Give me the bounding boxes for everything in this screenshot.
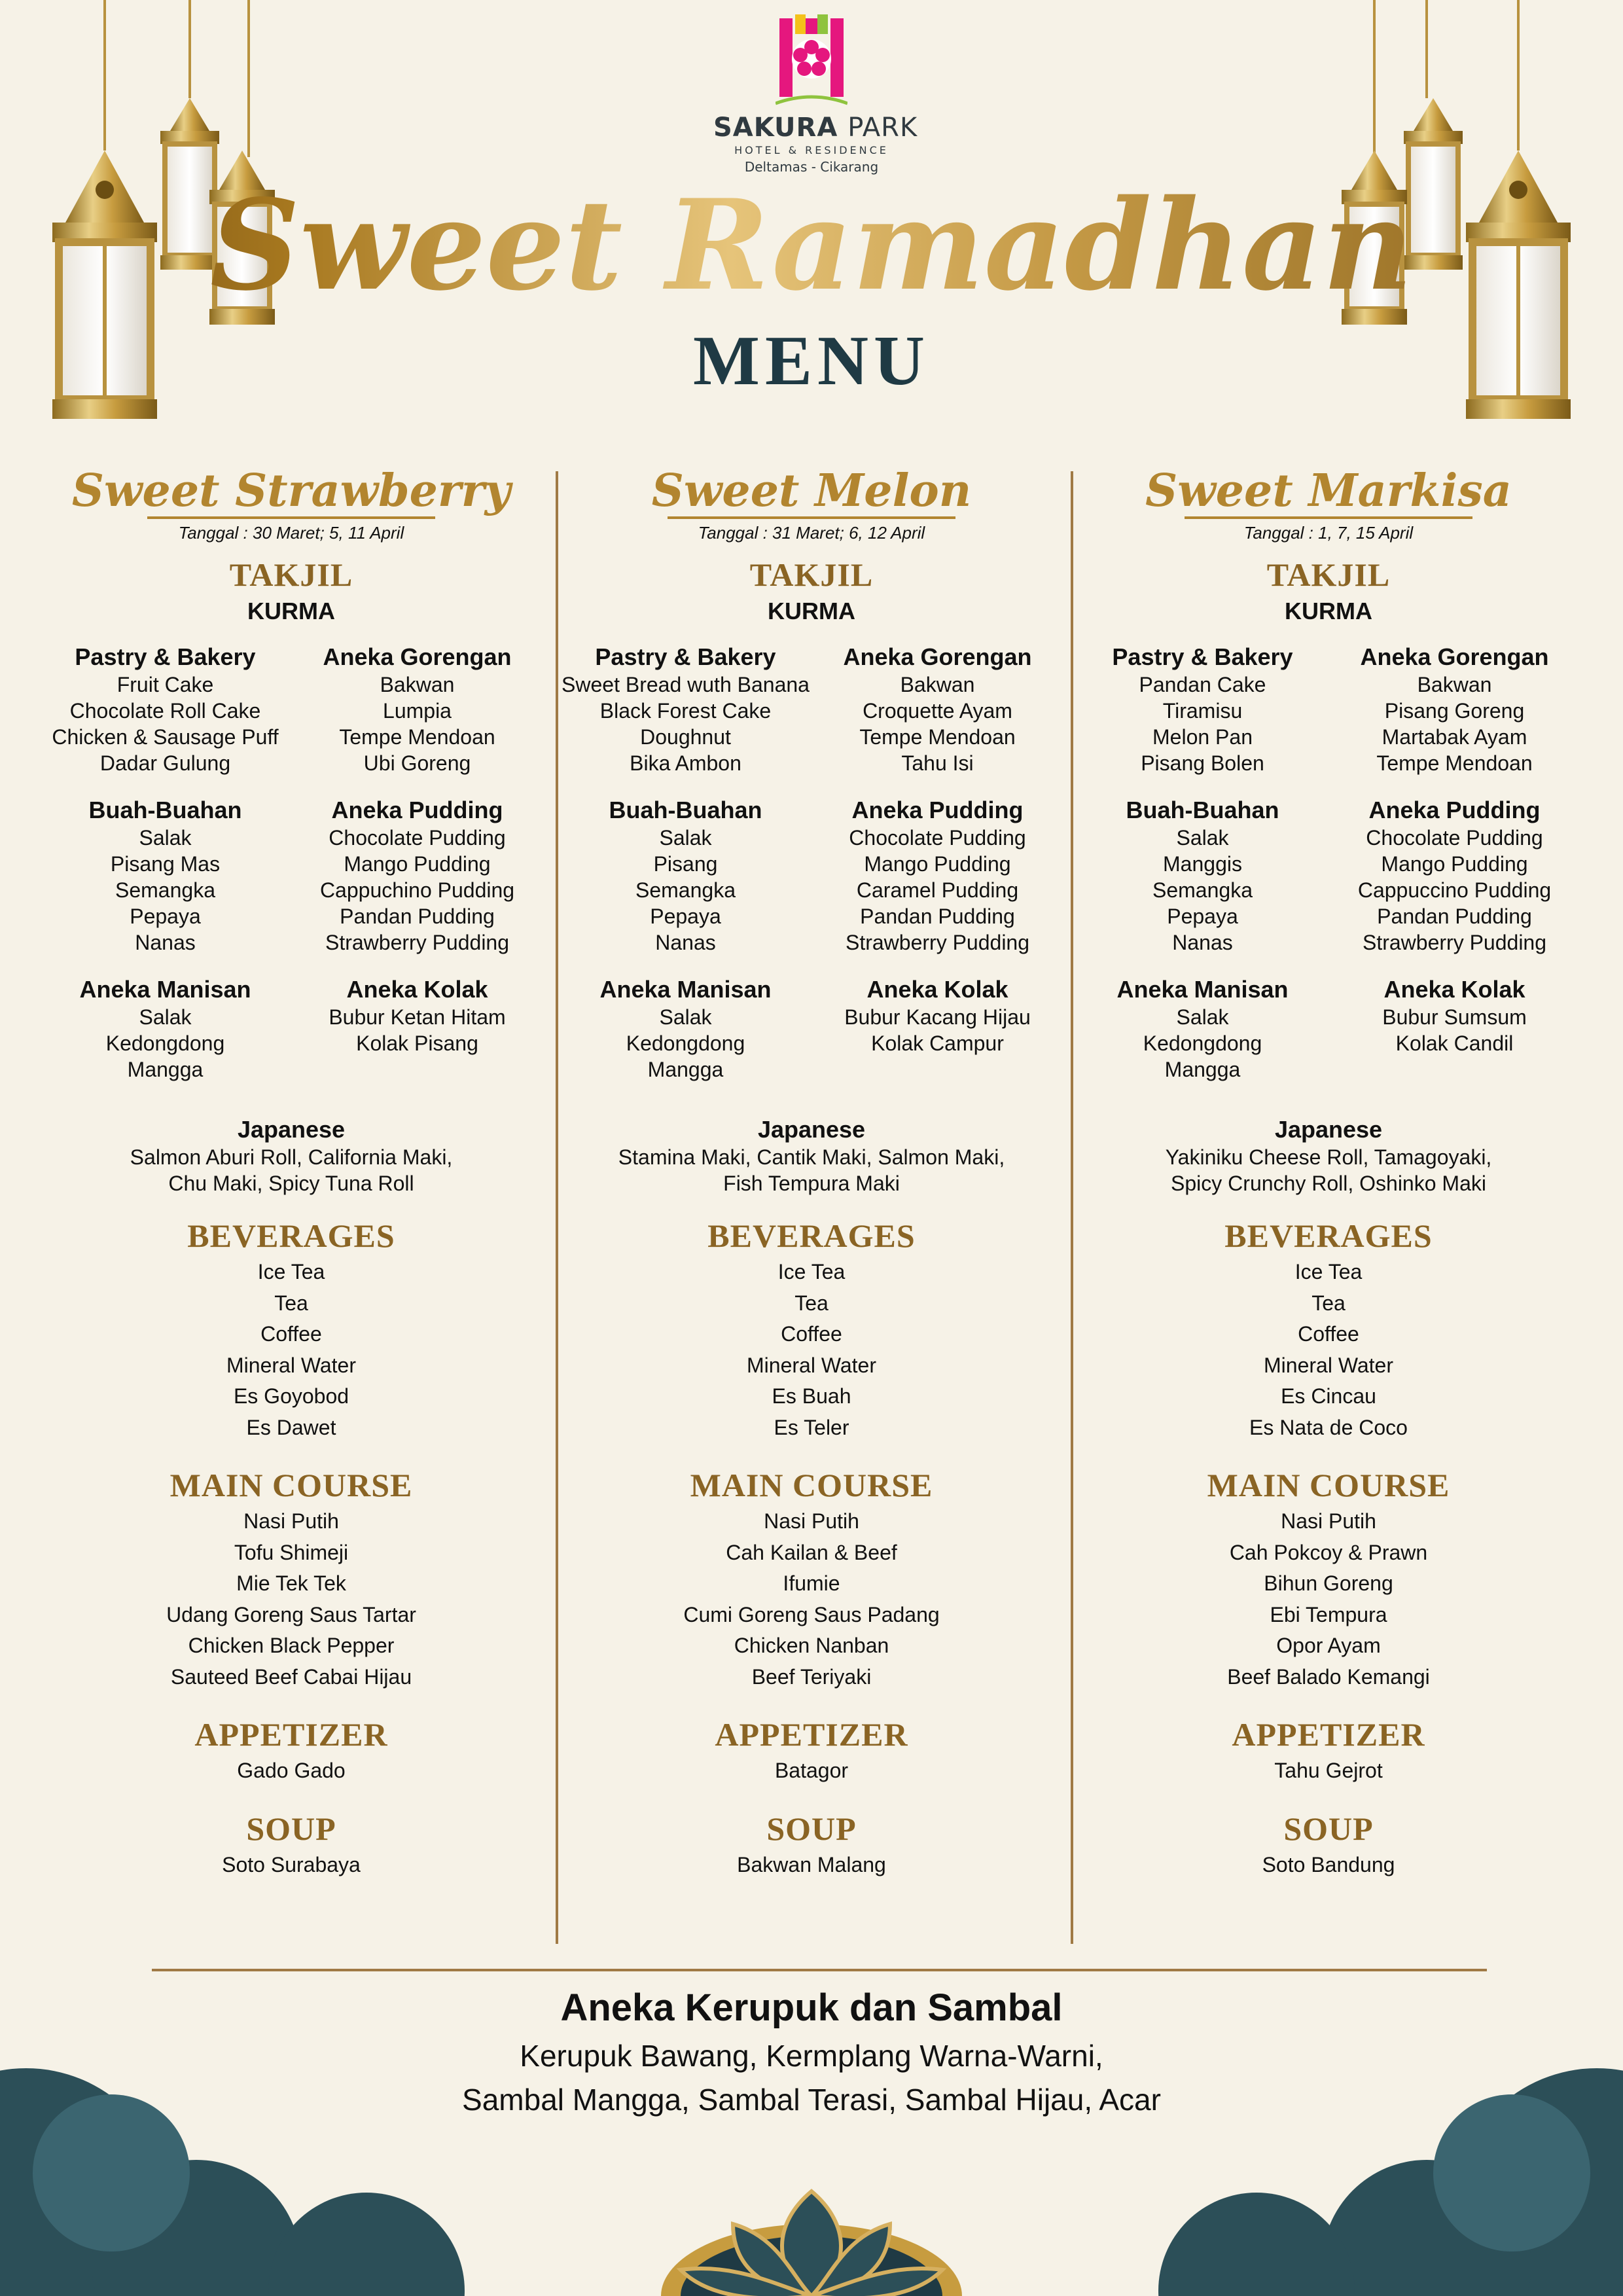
menu-group (1329, 643, 1580, 776)
menu-group-title: Buah-Buahan (609, 797, 762, 823)
menu-column-strawberry (39, 461, 543, 1903)
menu-item: Soto Surabaya (222, 1852, 361, 1876)
menu-item: Mango Pudding (1381, 852, 1528, 876)
japanese-line: Fish Tempura Maki (723, 1172, 900, 1195)
menu-item: Cappuccino Pudding (1357, 878, 1552, 902)
soup-heading: SOUP (1283, 1810, 1374, 1847)
menu-item: Udang Goreng Saus Tartar (166, 1602, 416, 1626)
menu-item: Tea (274, 1291, 308, 1315)
menu-item: Gado Gado (237, 1759, 346, 1782)
menu-item: Tempe Mendoan (339, 725, 495, 749)
japanese-line: Chu Maki, Spicy Tuna Roll (168, 1172, 414, 1195)
menu-group-title: Aneka Kolak (346, 976, 488, 1003)
menu-item: Es Cincau (1281, 1384, 1376, 1408)
menu-group (291, 975, 543, 1083)
menu-item: Kolak Campur (871, 1031, 1004, 1055)
menu-item: Ubi Goreng (363, 751, 471, 775)
menu-column-melon (560, 461, 1063, 1903)
appetizer-heading: APPETIZER (194, 1716, 388, 1753)
column-title: Sweet Markisa (1145, 465, 1512, 517)
menu-item: Beef Balado Kemangi (1227, 1664, 1430, 1689)
menu-item: Pepaya (1167, 905, 1238, 928)
menu-group-title: Pastry & Bakery (1112, 643, 1293, 670)
menu-item: Kedongdong (626, 1031, 745, 1055)
appetizer-heading: APPETIZER (1232, 1716, 1425, 1753)
menu-item: Cumi Goreng Saus Padang (683, 1602, 940, 1626)
menu-group-title: Aneka Gorengan (843, 643, 1032, 670)
soup-heading: SOUP (766, 1810, 857, 1847)
bottom-divider (152, 1969, 1487, 1971)
menu-item: Melon Pan (1152, 725, 1253, 749)
menu-item: Ice Tea (1294, 1260, 1363, 1283)
menu-item: Es Buah (772, 1384, 851, 1408)
menu-item: Cah Pokcoy & Prawn (1229, 1540, 1428, 1564)
menu-item: Caramel Pudding (856, 878, 1019, 902)
menu-item: Mango Pudding (864, 852, 1011, 876)
menu-group (39, 643, 291, 776)
beverages-heading: BEVERAGES (707, 1217, 916, 1254)
soup-section (39, 1809, 543, 1881)
menu-item: Dadar Gulung (99, 751, 231, 775)
menu-item: Tempe Mendoan (859, 725, 1016, 749)
menu-item: Pepaya (130, 905, 201, 928)
menu-group (39, 796, 291, 956)
menu-group (291, 796, 543, 956)
menu-group-title: Aneka Gorengan (323, 643, 512, 670)
menu-item: Pisang Bolen (1141, 751, 1264, 775)
menu-column-markisa (1077, 461, 1580, 1903)
menu-item: Sauteed Beef Cabai Hijau (170, 1664, 412, 1689)
menu-item: Nasi Putih (1281, 1509, 1376, 1533)
menu-item: Mangga (127, 1058, 204, 1081)
menu-item: Nasi Putih (243, 1509, 339, 1533)
japanese-section (560, 1115, 1063, 1196)
menu-item: Opor Ayam (1276, 1634, 1381, 1657)
menu-group (291, 643, 543, 776)
menu-item: Bika Ambon (630, 751, 741, 775)
appetizer-heading: APPETIZER (715, 1716, 908, 1753)
menu-item: Bubur Sumsum (1382, 1005, 1527, 1029)
menu-item: Tempe Mendoan (1376, 751, 1533, 775)
menu-item: Ice Tea (257, 1260, 325, 1283)
menu-group (812, 975, 1063, 1083)
japanese-title: Japanese (1274, 1116, 1383, 1143)
menu-item: Pandan Pudding (1377, 905, 1532, 928)
menu-group-title: Buah-Buahan (88, 797, 242, 823)
japanese-line: Salmon Aburi Roll, California Maki, (130, 1145, 453, 1169)
menu-group-title: Pastry & Bakery (595, 643, 776, 670)
takjil-grid (39, 643, 543, 1102)
menu-group (560, 796, 812, 956)
menu-item: Pisang Mas (110, 852, 221, 876)
menu-item: Chocolate Pudding (1366, 826, 1543, 850)
menu-item: Chocolate Roll Cake (69, 699, 261, 723)
menu-item: Pisang (653, 852, 718, 876)
menu-group (1329, 796, 1580, 956)
menu-group (1329, 975, 1580, 1083)
main-course-heading: MAIN COURSE (169, 1467, 413, 1503)
menu-item: Es Teler (774, 1415, 849, 1439)
menu-group-title: Aneka Pudding (1368, 797, 1541, 823)
menu-item: Black Forest Cake (599, 699, 772, 723)
menu-group (812, 796, 1063, 956)
menu-item: Salak (1176, 1005, 1229, 1029)
menu-item: Mangga (1164, 1058, 1241, 1081)
main-course-heading: MAIN COURSE (1207, 1467, 1450, 1503)
takjil-heading: TAKJIL (229, 556, 353, 593)
menu-item: Bakwan Malang (737, 1852, 886, 1876)
beverages-heading: BEVERAGES (1224, 1217, 1433, 1254)
hotel-logo (713, 12, 918, 175)
menu-item: Cah Kailan & Beef (726, 1540, 897, 1564)
menu-item: Manggis (1163, 852, 1242, 876)
soup-section (560, 1809, 1063, 1881)
column-title: Sweet Melon (651, 465, 972, 517)
main-course-heading: MAIN COURSE (690, 1467, 933, 1503)
menu-item: Bakwan (380, 673, 455, 696)
menu-item: Strawberry Pudding (845, 931, 1030, 954)
menu-item: Ice Tea (777, 1260, 846, 1283)
menu-item: Pandan Pudding (340, 905, 495, 928)
menu-group-title: Pastry & Bakery (75, 643, 256, 670)
menu-item: Nanas (135, 931, 196, 954)
beverages-section (560, 1216, 1063, 1443)
beverages-heading: BEVERAGES (187, 1217, 395, 1254)
logo-name: SAKURA PARK (713, 113, 918, 143)
page-subtitle: MENU (693, 322, 930, 400)
main-course-section (1077, 1465, 1580, 1693)
menu-group (812, 643, 1063, 776)
menu-item: Chocolate Pudding (329, 826, 506, 850)
menu-item: Lumpia (383, 699, 452, 723)
menu-item: Salak (1176, 826, 1229, 850)
takjil-heading: TAKJIL (1266, 556, 1391, 593)
kerupuk-title: Aneka Kerupuk dan Sambal (560, 1986, 1063, 2029)
menu-item: Kedongdong (105, 1031, 225, 1055)
japanese-section (1077, 1115, 1580, 1196)
menu-item: Bubur Ketan Hitam (329, 1005, 506, 1029)
menu-item: Mineral Water (747, 1353, 876, 1377)
menu-group (560, 643, 812, 776)
menu-group-title: Aneka Kolak (1383, 976, 1525, 1003)
menu-item: Soto Bandung (1262, 1852, 1395, 1876)
menu-item: Mango Pudding (344, 852, 491, 876)
logo-location: Deltamas - Cikarang (744, 159, 879, 175)
menu-group-title: Aneka Pudding (851, 797, 1024, 823)
menu-item: Fruit Cake (116, 673, 214, 696)
soup-section (1077, 1809, 1580, 1881)
menu-item: Chicken Nanban (734, 1634, 889, 1657)
appetizer-section (1077, 1715, 1580, 1787)
menu-item: Coffee (1298, 1322, 1359, 1346)
kerupuk-line: Sambal Mangga, Sambal Terasi, Sambal Hijau, Acar (462, 2083, 1161, 2117)
menu-item: Bihun Goreng (1264, 1571, 1393, 1595)
menu-group-title: Aneka Manisan (1116, 976, 1289, 1003)
page-title: Sweet Ramadhan (0, 177, 1623, 314)
japanese-title: Japanese (757, 1116, 866, 1143)
soup-heading: SOUP (246, 1810, 336, 1847)
appetizer-section (39, 1715, 543, 1787)
menu-group (1077, 643, 1329, 776)
menu-item: Nanas (1172, 931, 1233, 954)
kurma-label: KURMA (768, 598, 855, 624)
menu-item: Mie Tek Tek (236, 1571, 346, 1595)
menu-item: Pandan Cake (1139, 673, 1266, 696)
menu-item: Salak (139, 1005, 192, 1029)
column-title: Sweet Strawberry (71, 465, 511, 517)
menu-item: Tiramisu (1162, 699, 1243, 723)
menu-item: Es Nata de Coco (1249, 1415, 1408, 1439)
menu-item: Nanas (655, 931, 716, 954)
menu-group-title: Aneka Gorengan (1360, 643, 1549, 670)
menu-item: Tea (794, 1291, 829, 1315)
menu-group-title: Aneka Pudding (331, 797, 503, 823)
menu-item: Bakwan (1417, 673, 1492, 696)
main-course-section (39, 1465, 543, 1693)
menu-item: Martabak Ayam (1382, 725, 1527, 749)
takjil-grid (560, 643, 1063, 1102)
kurma-label: KURMA (1285, 598, 1372, 624)
menu-group (39, 975, 291, 1083)
menu-item: Batagor (774, 1759, 849, 1782)
column-date: Tanggal : 1, 7, 15 April (1243, 523, 1414, 543)
kerupuk-line: Kerupuk Bawang, Kermplang Warna-Warni, (520, 2039, 1103, 2073)
sakura-logo-icon (776, 12, 847, 110)
beverages-section (1077, 1216, 1580, 1443)
menu-group-title: Aneka Manisan (79, 976, 251, 1003)
japanese-line: Stamina Maki, Cantik Maki, Salmon Maki, (618, 1145, 1005, 1169)
appetizer-section (560, 1715, 1063, 1787)
column-divider (556, 471, 558, 1944)
japanese-section (39, 1115, 543, 1196)
takjil-heading: TAKJIL (749, 556, 874, 593)
menu-item: Bakwan (900, 673, 975, 696)
menu-item: Coffee (260, 1322, 322, 1346)
menu-item: Strawberry Pudding (325, 931, 510, 954)
main-course-section (560, 1465, 1063, 1693)
menu-group-title: Aneka Kolak (866, 976, 1008, 1003)
menu-item: Pisang Goreng (1384, 699, 1525, 723)
japanese-line: Spicy Crunchy Roll, Oshinko Maki (1171, 1172, 1486, 1195)
menu-item: Salak (139, 826, 192, 850)
menu-item: Salak (659, 1005, 712, 1029)
menu-item: Tahu Gejrot (1274, 1759, 1383, 1782)
menu-group (1077, 796, 1329, 956)
menu-item: Kolak Candil (1395, 1031, 1514, 1055)
beverages-section (39, 1216, 543, 1443)
menu-item: Doughnut (640, 725, 731, 749)
menu-item: Beef Teriyaki (751, 1664, 872, 1689)
menu-group-title: Buah-Buahan (1126, 797, 1279, 823)
menu-item: Coffee (781, 1322, 842, 1346)
menu-item: Strawberry Pudding (1362, 931, 1547, 954)
menu-item: Es Goyobod (233, 1384, 349, 1408)
menu-item: Tofu Shimeji (234, 1540, 349, 1564)
column-date: Tanggal : 30 Maret; 5, 11 April (178, 523, 404, 543)
menu-item: Kolak Pisang (356, 1031, 478, 1055)
japanese-title: Japanese (237, 1116, 346, 1143)
kurma-label: KURMA (247, 598, 335, 624)
logo-subtitle: HOTEL & RESIDENCE (734, 144, 889, 156)
menu-item: Pepaya (650, 905, 721, 928)
menu-item: Tahu Isi (901, 751, 974, 775)
menu-item: Mangga (647, 1058, 724, 1081)
menu-item: Sweet Bread wuth Banana (562, 673, 810, 696)
menu-item: Salak (659, 826, 712, 850)
menu-item: Kedongdong (1143, 1031, 1262, 1055)
menu-item: Nasi Putih (764, 1509, 859, 1533)
column-date: Tanggal : 31 Maret; 6, 12 April (698, 523, 925, 543)
japanese-line: Yakiniku Cheese Roll, Tamagoyaki, (1165, 1145, 1492, 1169)
menu-item: Croquette Ayam (863, 699, 1012, 723)
menu-item: Semangka (115, 878, 215, 902)
menu-item: Semangka (635, 878, 736, 902)
column-divider (1071, 471, 1073, 1944)
menu-item: Cappuchino Pudding (319, 878, 515, 902)
menu-item: Mineral Water (226, 1353, 356, 1377)
menu-item: Chicken & Sausage Puff (52, 725, 279, 749)
menu-group (560, 975, 812, 1083)
menu-item: Mineral Water (1264, 1353, 1393, 1377)
menu-item: Tea (1311, 1291, 1346, 1315)
lotus-ornament-icon (661, 2191, 962, 2296)
menu-item: Chocolate Pudding (849, 826, 1026, 850)
menu-group-title: Aneka Manisan (599, 976, 772, 1003)
menu-item: Pandan Pudding (860, 905, 1015, 928)
menu-item: Ebi Tempura (1270, 1602, 1387, 1626)
menu-item: Bubur Kacang Hijau (844, 1005, 1031, 1029)
takjil-grid (1077, 643, 1580, 1102)
menu-item: Es Dawet (246, 1415, 336, 1439)
menu-item: Ifumie (783, 1571, 840, 1595)
menu-item: Semangka (1152, 878, 1253, 902)
menu-item: Chicken Black Pepper (188, 1634, 395, 1657)
menu-group (1077, 975, 1329, 1083)
